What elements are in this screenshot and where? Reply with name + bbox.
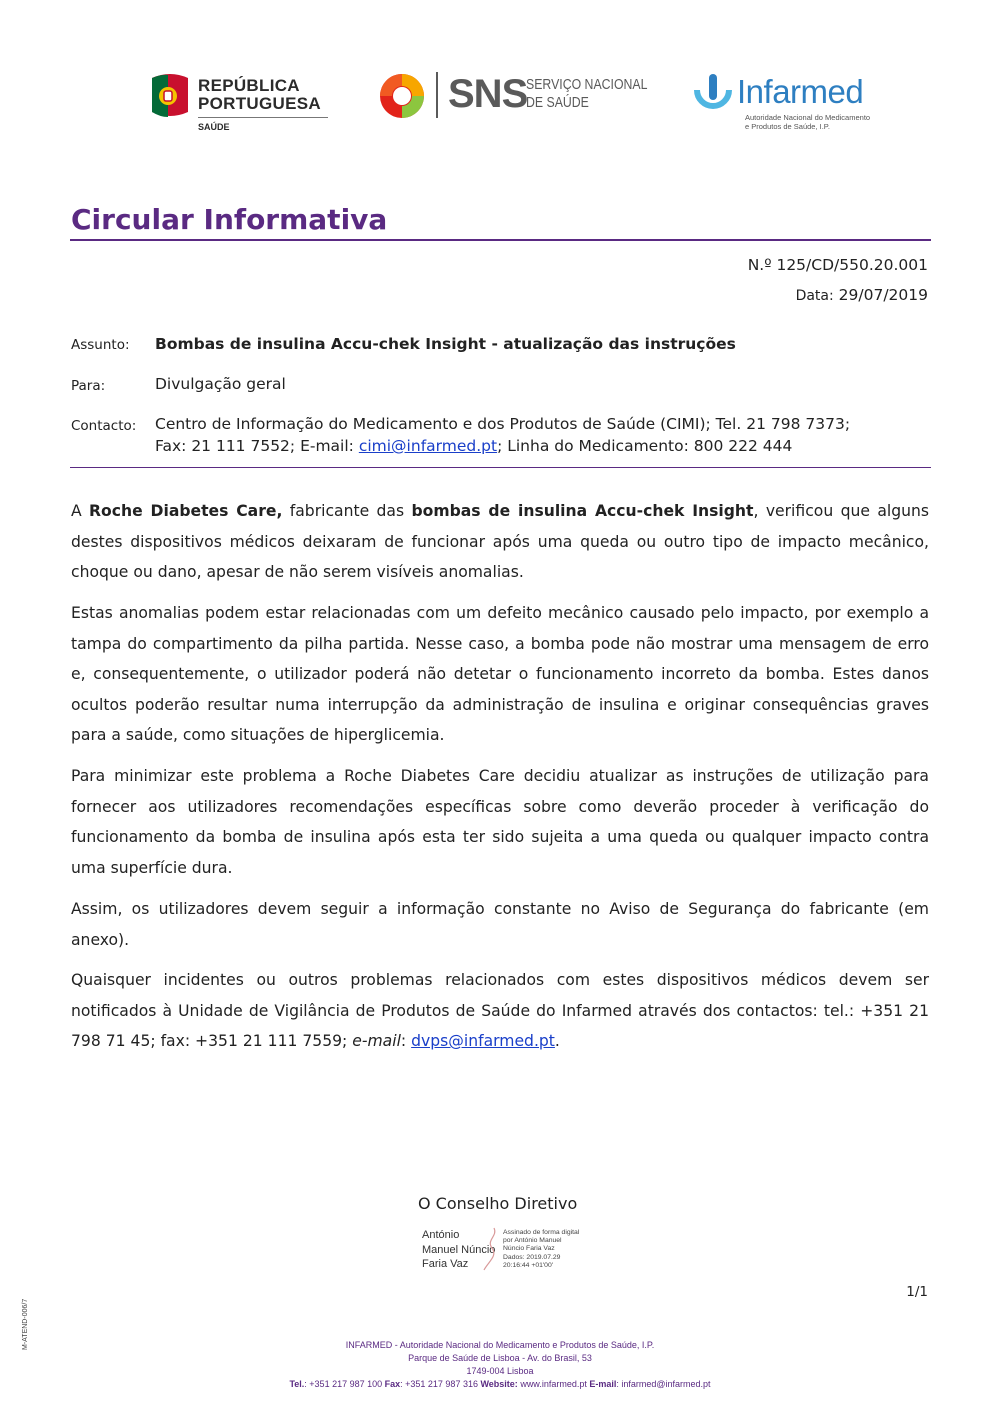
sns-line1: SERVIÇO NACIONAL — [526, 76, 648, 93]
meta-divider — [70, 467, 931, 468]
contacto-fax: Fax: 21 111 7552; E-mail: — [155, 437, 359, 455]
signature-detail-line: Dados: 2019.07.29 — [503, 1253, 561, 1261]
document-number: N.º 125/CD/550.20.001 — [747, 256, 928, 274]
paragraph-1 — [71, 496, 929, 588]
footer-org: INFARMED - Autoridade Nacional do Medicamento e Produtos de Saúde, I.P. — [345, 1340, 655, 1350]
p5-email-word: e-mail — [352, 1032, 401, 1051]
footer-fax: : +351 217 987 316 — [400, 1379, 481, 1389]
contacto-line2 — [155, 437, 792, 455]
footer-tel-label: Tel. — [289, 1379, 305, 1389]
republica-text: REPÚBLICA — [198, 76, 300, 95]
dvps-email-link[interactable]: dvps@infarmed.pt — [411, 1032, 555, 1051]
footer-website-link[interactable]: www.infarmed.pt — [517, 1379, 590, 1389]
assunto-label: Assunto: — [71, 337, 130, 353]
title-divider — [70, 239, 931, 241]
p1-product: bombas de insulina Accu-chek Insight — [411, 502, 754, 520]
document-date — [796, 286, 928, 304]
footer-city: 1749-004 Lisboa — [466, 1366, 534, 1376]
signature-detail-line: 20:16:44 +01'00' — [503, 1261, 554, 1269]
p5-end: . — [554, 1032, 560, 1051]
p5-colon: : — [400, 1032, 412, 1051]
contacto-line1: Centro de Informação do Medicamento e dos Produtos de Saúde (CIMI); Tel. 21 798 7373; — [155, 415, 851, 433]
footer-contacts — [200, 1378, 800, 1391]
digital-signature-details — [503, 1229, 579, 1270]
sns-logo — [378, 70, 648, 122]
p5-text: Quaisquer incidentes ou outros problemas relacionados com estes dispositivos médicos devem ser notificados à Unidade de Vigilância de Produtos de Saúde do Infarmed através dos contactos: tel.: +351 21 798 71 45; fax: +351 21 111 7559; — [71, 971, 929, 1051]
signer-name-line: Faria Vaz — [422, 1258, 469, 1270]
republica-portuguesa-logo — [150, 70, 335, 136]
portuguesa-text: PORTUGUESA — [198, 94, 321, 113]
page-number: 1/1 — [906, 1284, 928, 1300]
signature-detail-line: Núncio Faria Vaz — [503, 1245, 555, 1253]
p1-text: fabricante das — [282, 502, 412, 520]
date-value: 29/07/2019 — [838, 286, 928, 304]
infarmed-logo — [693, 72, 873, 132]
para-label: Para: — [71, 378, 106, 394]
form-code: M-ATEND-006/7 — [22, 1298, 29, 1350]
contacto-linha: ; Linha do Medicamento: 800 222 444 — [497, 437, 793, 455]
portugal-flag-icon — [150, 72, 190, 120]
assunto-value: Bombas de insulina Accu-chek Insight - atualização das instruções — [155, 335, 736, 353]
signer-name-line: Manuel Núncio — [422, 1243, 496, 1256]
footer-tel: : +351 217 987 100 — [304, 1379, 385, 1389]
footer-fax-label: Fax — [384, 1379, 401, 1389]
date-label: Data: — [795, 288, 834, 304]
logo-divider — [198, 117, 328, 118]
paragraph-4: Assim, os utilizadores devem seguir a informação constante no Aviso de Segurança do fabricante (em anexo). — [71, 900, 929, 949]
infarmed-wordmark: Infarmed — [737, 73, 864, 110]
handwritten-signature-icon — [480, 1226, 502, 1272]
sns-line2: DE SAÚDE — [526, 94, 589, 111]
contacto-label: Contacto: — [71, 418, 137, 434]
footer-email-label: E-mail — [589, 1379, 617, 1389]
paragraph-3: Para minimizar este problema a Roche Diabetes Care decidiu atualizar as instruções de utilização para fornecer aos utilizadores recomendações específicas sobre como deverão proceder à verificação do funcionamento da bomba de insulina após esta ter sido sujeita a uma queda ou qualquer impacto contra uma superfície dura. — [71, 767, 929, 877]
sns-wordmark: SNS — [448, 72, 528, 116]
paragraph-5 — [71, 965, 929, 1057]
page-title: Circular Informativa — [71, 203, 388, 236]
infarmed-emblem-icon — [693, 72, 737, 118]
footer-address: Parque de Saúde de Lisboa - Av. do Brasil, 53 — [408, 1353, 592, 1363]
p1-text: A — [71, 502, 90, 520]
sns-divider — [436, 72, 438, 118]
p1-text: , verificou que alguns destes dispositivos médicos deixaram de funcionar após uma queda ou outro tipo de impacto mecânico, choque ou dano, apesar de não serem visíveis anomalias. — [71, 502, 930, 582]
signature-board: O Conselho Diretivo — [418, 1194, 578, 1213]
signature-detail-line: Assinado de forma digital — [503, 1229, 580, 1236]
footer-web-label: Website: — [480, 1379, 518, 1389]
signature-detail-line: por António Manuel — [503, 1237, 562, 1245]
para-value: Divulgação geral — [155, 375, 286, 393]
cimi-email-link[interactable]: cimi@infarmed.pt — [358, 437, 498, 455]
p1-company: Roche Diabetes Care, — [89, 502, 283, 520]
infarmed-subtitle-2: e Produtos de Saúde, I.P. — [745, 122, 830, 131]
signer-name-line: António — [422, 1229, 460, 1241]
footer-email-link[interactable]: : infarmed@infarmed.pt — [616, 1379, 711, 1389]
sns-emblem-icon — [378, 72, 426, 120]
saude-text: SAÚDE — [198, 122, 230, 132]
infarmed-subtitle-1: Autoridade Nacional do Medicamento — [745, 113, 871, 122]
paragraph-2: Estas anomalias podem estar relacionadas com um defeito mecânico causado pelo impacto, por exemplo a tampa do compartimento da pilha partida. Nesse caso, a bomba pode não mostrar uma mensagem de erro e, consequentemente, o utilizador poderá não detetar o funcionamento incorreto da bomba. Estes danos ocultos poderão resultar numa interrupção da administração de insulina e originar consequências graves para a saúde, como situações de hiperglicemia. — [71, 604, 929, 745]
